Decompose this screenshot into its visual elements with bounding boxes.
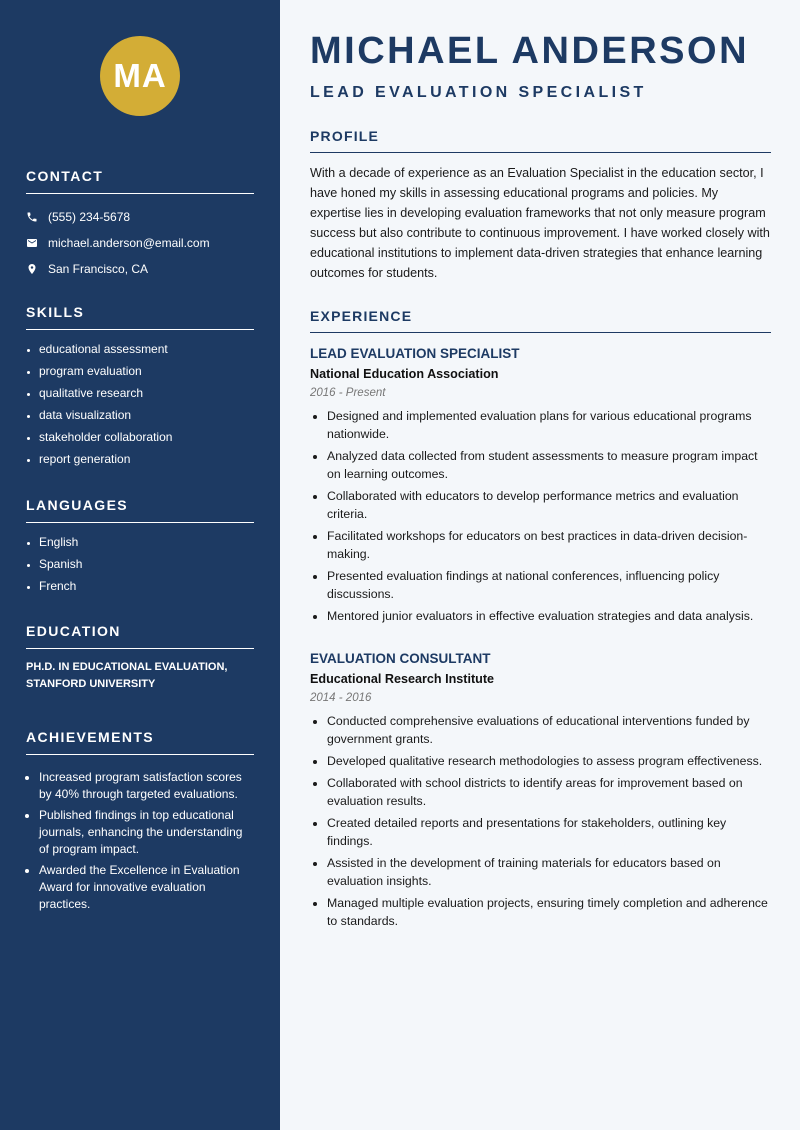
job-bullet: • Presented evaluation findings at national conferences, influencing policy discussions. xyxy=(327,567,771,603)
skill-item: • report generation xyxy=(39,450,254,472)
achievement-item: • Awarded the Excellence in Evaluation Award for innovative evaluation practices. xyxy=(39,862,254,913)
phone-text: (555) 234-5678 xyxy=(48,210,131,224)
achievements-section xyxy=(26,729,254,917)
education-section xyxy=(26,623,254,693)
job-bullet: • Collaborated with educators to develop performance metrics and evaluation criteria. xyxy=(327,487,771,523)
achievement-item: • Published findings in top educational journals, enhancing the understanding of program impact. xyxy=(39,807,254,858)
job-bullet: • Collaborated with school districts to identify areas for improvement based on evaluation results. xyxy=(327,774,771,810)
candidate-role: LEAD EVALUATION SPECIALIST xyxy=(310,84,647,101)
job-bullet: • Mentored junior evaluators in effective evaluation strategies and data analysis. xyxy=(327,607,771,625)
skills-section xyxy=(26,304,254,472)
job-organization: Educational Research Institute xyxy=(310,672,495,686)
skill-item: • program evaluation xyxy=(39,362,254,384)
profile-section xyxy=(310,128,771,283)
job-bullet: • Developed qualitative research methodologies to assess program effectiveness. xyxy=(327,752,771,770)
job-bullet: • Created detailed reports and presentations for stakeholders, outlining key findings. xyxy=(327,814,771,850)
language-item: • French xyxy=(39,577,254,599)
job-bullet: • Analyzed data collected from student assessments to measure program impact on learning outcomes. xyxy=(327,447,771,483)
skill-item: • data visualization xyxy=(39,406,254,428)
job-organization: National Education Association xyxy=(310,367,499,381)
profile-heading: PROFILE xyxy=(310,128,771,153)
location-text: San Francisco, CA xyxy=(48,262,149,276)
phone-icon xyxy=(26,211,38,223)
achievements-heading: ACHIEVEMENTS xyxy=(26,729,254,755)
main-content xyxy=(280,0,800,1130)
skills-list xyxy=(26,340,254,472)
skill-item: • stakeholder collaboration xyxy=(39,428,254,450)
contact-location xyxy=(26,256,254,282)
job-entry xyxy=(310,346,771,629)
languages-section xyxy=(26,497,254,599)
job-dates: 2016 - Present xyxy=(310,387,386,399)
email-icon xyxy=(26,237,38,249)
contact-email xyxy=(26,230,254,256)
languages-heading: LANGUAGES xyxy=(26,497,254,523)
contact-section xyxy=(26,168,254,282)
job-title: LEAD EVALUATION SPECIALIST xyxy=(310,346,520,361)
job-bullet: • Managed multiple evaluation projects, ensuring timely completion and adherence to standards. xyxy=(327,894,771,930)
sidebar xyxy=(0,0,280,1130)
language-item: • English xyxy=(39,533,254,555)
job-bullet: • Assisted in the development of training materials for educators based on evaluation insights. xyxy=(327,854,771,890)
experience-section xyxy=(310,308,771,333)
achievements-list xyxy=(26,769,254,913)
language-item: • Spanish xyxy=(39,555,254,577)
candidate-name: MICHAEL ANDERSON xyxy=(310,30,750,72)
achievement-item: • Increased program satisfaction scores by 40% through targeted evaluations. xyxy=(39,769,254,803)
skills-heading: SKILLS xyxy=(26,304,254,330)
email-text: michael.anderson@email.com xyxy=(48,236,210,250)
education-degree: PH.D. IN EDUCATIONAL EVALUATION, STANFORD UNIVERSITY xyxy=(26,661,228,690)
job-title: EVALUATION CONSULTANT xyxy=(310,651,491,666)
avatar: MA xyxy=(100,36,180,116)
profile-text: With a decade of experience as an Evaluation Specialist in the education sector, I have honed my skills in assessing educational programs and policies. My expertise lies in developing evaluation frameworks that not only measure program success but also contribute to continuous improvement. I have worked closely with educational institutions to implement data-driven strategies that enhance learning outcomes for students. xyxy=(310,166,770,280)
experience-heading: EXPERIENCE xyxy=(310,308,771,333)
contact-heading: CONTACT xyxy=(26,168,254,194)
job-dates: 2014 - 2016 xyxy=(310,692,372,704)
education-heading: EDUCATION xyxy=(26,623,254,649)
contact-phone xyxy=(26,204,254,230)
skill-item: • educational assessment xyxy=(39,340,254,362)
job-bullet: • Facilitated workshops for educators on best practices in data-driven decision-making. xyxy=(327,527,771,563)
languages-list xyxy=(26,533,254,599)
contact-list xyxy=(26,204,254,282)
skill-item: • qualitative research xyxy=(39,384,254,406)
location-pin-icon xyxy=(26,263,38,275)
job-bullets xyxy=(310,407,771,625)
job-bullet: • Designed and implemented evaluation plans for various educational programs nationwide. xyxy=(327,407,771,443)
job-entry xyxy=(310,651,771,934)
job-bullets xyxy=(310,712,771,930)
job-bullet: • Conducted comprehensive evaluations of educational interventions funded by government grants. xyxy=(327,712,771,748)
